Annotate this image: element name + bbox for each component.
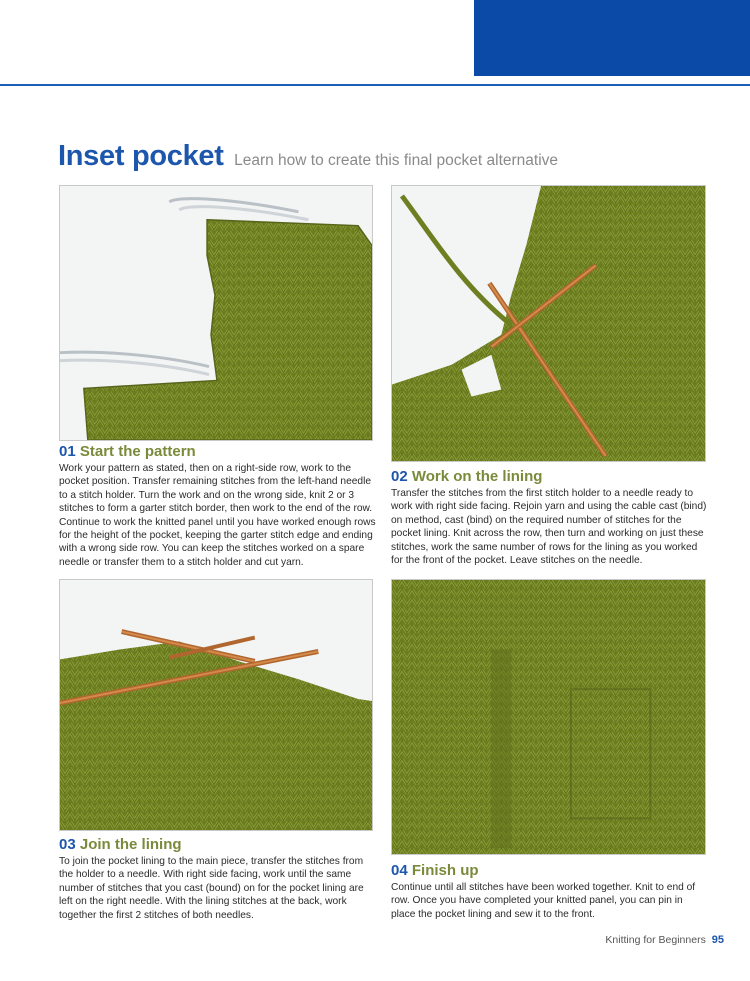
step-heading xyxy=(59,836,377,854)
step-title: Work on the lining xyxy=(411,468,543,485)
step-body: Continue until all stitches have been worked together. Knit to end of row. Once you have completed your knitted panel, you can pin in place the pocket lining and sew it to the front. xyxy=(391,882,696,920)
photo-start-the-pattern xyxy=(59,185,373,441)
step-03 xyxy=(59,836,377,922)
step-number: 03 xyxy=(59,836,76,853)
step-body: To join the pocket lining to the main piece, transfer the stitches from the holder to a needle. With right side facing, work until the same number of stitches that you cast (bound) on for the pocket lining are left on the right needle. With the lining stitches at the back, work together the first 2 stitches of both needles. xyxy=(59,856,364,921)
step-body: Transfer the stitches from the first stitch holder to a needle ready to work with right side facing. Rejoin yarn and using the cable cast (bind) on method, cast (bind) on the required number of stitches for the pocket lining. Knit across the row, then turn and working on just these stitches, work the same number of rows for the lining as you worked for the front of the pocket. Leave stitches on the needle. xyxy=(391,488,707,567)
step-01 xyxy=(59,443,377,569)
photo-work-on-the-lining xyxy=(391,185,706,462)
page-title: Inset pocket xyxy=(58,140,224,172)
step-number: 04 xyxy=(391,862,408,879)
header-rule xyxy=(0,84,750,86)
header-color-block xyxy=(474,0,750,76)
page-footer xyxy=(605,934,724,946)
photo-join-the-lining xyxy=(59,579,373,831)
page-subtitle: Learn how to create this final pocket alternative xyxy=(234,152,559,169)
page-number: 95 xyxy=(711,934,724,946)
step-04 xyxy=(391,862,709,921)
step-title: Finish up xyxy=(411,862,479,879)
step-title: Start the pattern xyxy=(79,443,196,460)
step-number: 02 xyxy=(391,468,408,485)
step-heading xyxy=(59,443,377,461)
page-header xyxy=(58,140,558,173)
step-heading xyxy=(391,862,709,880)
book-title: Knitting for Beginners xyxy=(605,934,706,946)
step-number: 01 xyxy=(59,443,76,460)
step-02 xyxy=(391,468,709,567)
step-title: Join the lining xyxy=(79,836,182,853)
step-body: Work your pattern as stated, then on a right-side row, work to the pocket position. Transfer remaining stitches from the left-hand needle to a stitch holder. Turn the work and on the wrong side, knit 2 or 3 stitches to form a garter stitch border, then work to the end of the row. Continue to work the knitted panel until you have worked enough rows for the height of the pocket, keeping the garter stitch edge and ending with a wrong side row. You can keep the stitches worked on a spare needle or transfer them to a stitch holder and cut yarn. xyxy=(59,463,376,568)
photo-finish-up xyxy=(391,579,706,855)
step-heading xyxy=(391,468,709,486)
